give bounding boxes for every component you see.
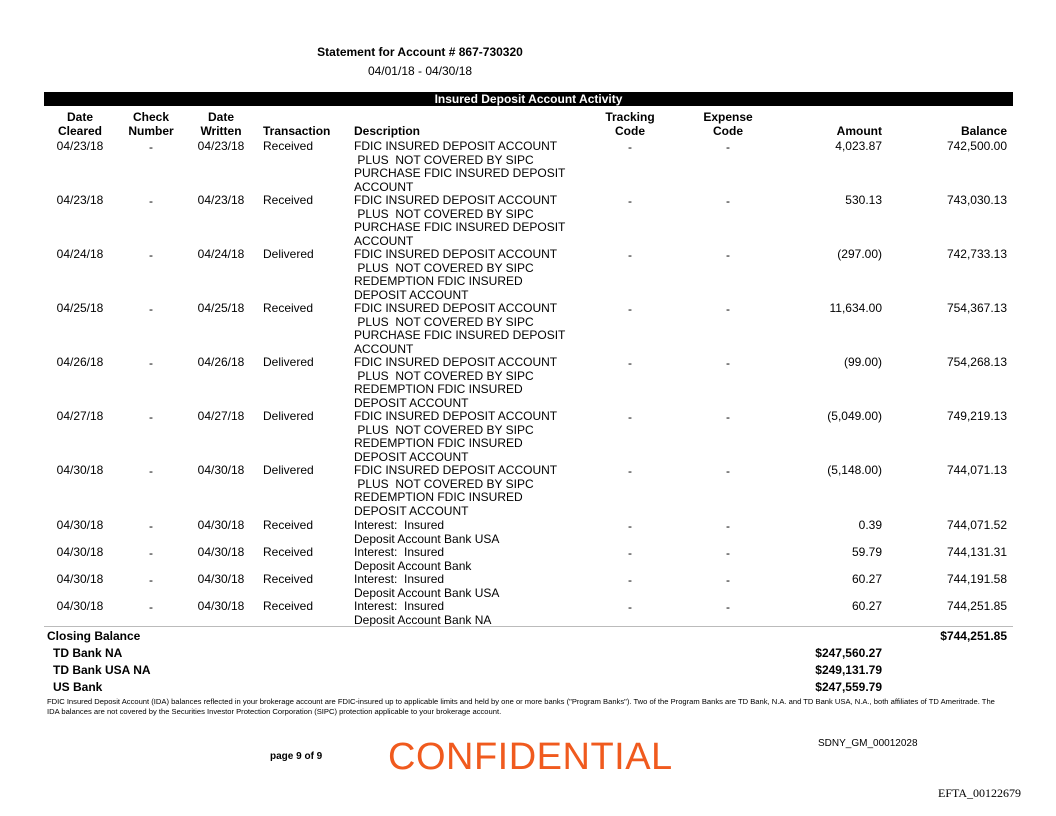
cell-amount: (5,148.00) <box>827 463 882 477</box>
cell-expense-code: - <box>726 356 730 370</box>
section-title-bar: Insured Deposit Account Activity <box>44 92 1013 106</box>
cell-date-written: 04/23/18 <box>197 139 245 153</box>
cell-description <box>354 248 557 302</box>
cell-transaction: Received <box>263 572 314 586</box>
header-amount: Amount <box>836 124 882 138</box>
cell-expense-code: - <box>726 248 730 262</box>
efta-number: EFTA_00122679 <box>938 786 1022 800</box>
cell-check-number: - <box>149 573 153 587</box>
cell-transaction: Delivered <box>263 355 314 369</box>
cell-tracking-code: - <box>628 410 632 424</box>
description-line: FDIC INSURED DEPOSIT ACCOUNT <box>354 247 558 261</box>
cell-expense-code: - <box>726 410 730 424</box>
cell-balance: 744,071.52 <box>946 518 1007 532</box>
cell-description <box>354 356 557 410</box>
statement-period: 04/01/18 - 04/30/18 <box>367 64 473 78</box>
description-line: Interest: Insured <box>354 599 445 613</box>
cell-date-written: 04/24/18 <box>197 247 245 261</box>
description-line: DEPOSIT ACCOUNT <box>354 503 469 518</box>
cell-amount: 530.13 <box>845 193 882 207</box>
cell-amount: (99.00) <box>843 355 882 369</box>
header-transaction: Transaction <box>263 124 331 138</box>
description-line: Interest: Insured <box>354 518 445 532</box>
description-line: REDEMPTION FDIC INSURED <box>354 382 523 396</box>
cell-amount: 60.27 <box>851 599 882 613</box>
cell-check-number: - <box>149 546 153 560</box>
cell-date-written: 04/30/18 <box>197 518 245 532</box>
cell-balance: 744,071.13 <box>946 463 1007 477</box>
cell-balance: 743,030.13 <box>946 193 1007 207</box>
cell-date-written: 04/30/18 <box>197 572 245 586</box>
closing-balance-value: $744,251.85 <box>940 629 1007 643</box>
description-line: PLUS NOT COVERED BY SIPC <box>354 206 534 221</box>
cell-transaction: Delivered <box>263 409 314 423</box>
cell-expense-code: - <box>726 519 730 533</box>
cell-check-number: - <box>149 356 153 370</box>
description-line: Deposit Account Bank USA <box>354 531 500 546</box>
description-line: FDIC INSURED DEPOSIT ACCOUNT <box>354 355 558 369</box>
cell-check-number: - <box>149 410 153 424</box>
cell-date-cleared: 04/30/18 <box>56 518 104 532</box>
cell-balance: 744,191.58 <box>946 572 1007 586</box>
description-line: FDIC INSURED DEPOSIT ACCOUNT <box>354 193 558 207</box>
cell-tracking-code: - <box>628 600 632 614</box>
cell-balance: 744,251.85 <box>946 599 1007 613</box>
cell-amount: 59.79 <box>851 545 882 559</box>
cell-date-written: 04/30/18 <box>197 545 245 559</box>
cell-transaction: Delivered <box>263 463 314 477</box>
description-line: PURCHASE FDIC INSURED DEPOSIT <box>354 166 566 180</box>
cell-description <box>354 464 557 518</box>
cell-description <box>354 194 565 248</box>
cell-expense-code: - <box>726 600 730 614</box>
cell-amount: (5,049.00) <box>827 409 882 423</box>
description-line: FDIC INSURED DEPOSIT ACCOUNT <box>354 463 558 477</box>
page-number: page 9 of 9 <box>270 751 323 762</box>
description-line: Interest: Insured <box>354 545 445 559</box>
header-date-written: Date Written <box>200 110 242 138</box>
cell-balance: 754,367.13 <box>946 301 1007 315</box>
header-tracking-code: Tracking Code <box>605 110 655 138</box>
description-line: Deposit Account Bank USA <box>354 585 500 600</box>
cell-date-cleared: 04/23/18 <box>56 139 104 153</box>
cell-date-written: 04/30/18 <box>197 463 245 477</box>
cell-description <box>354 140 565 194</box>
cell-check-number: - <box>149 248 153 262</box>
cell-description <box>354 519 499 546</box>
cell-date-cleared: 04/30/18 <box>56 572 104 586</box>
bank-amount-td-bank-na: $247,560.27 <box>815 646 882 660</box>
cell-amount: 11,634.00 <box>829 301 882 315</box>
cell-balance: 744,131.31 <box>946 545 1007 559</box>
cell-check-number: - <box>149 464 153 478</box>
closing-separator <box>44 626 1013 627</box>
cell-check-number: - <box>149 194 153 208</box>
cell-balance: 754,268.13 <box>946 355 1007 369</box>
cell-transaction: Received <box>263 193 314 207</box>
cell-tracking-code: - <box>628 519 632 533</box>
bates-number: SDNY_GM_00012028 <box>818 738 918 749</box>
header-date-cleared: Date Cleared <box>57 110 103 138</box>
bank-name-us-bank: US Bank <box>53 680 103 694</box>
cell-date-cleared: 04/23/18 <box>56 193 104 207</box>
cell-balance: 742,500.00 <box>946 139 1007 153</box>
cell-tracking-code: - <box>628 140 632 154</box>
bank-name-td-bank-usa-na: TD Bank USA NA <box>53 663 151 677</box>
description-line: REDEMPTION FDIC INSURED <box>354 490 523 504</box>
cell-transaction: Received <box>263 599 314 613</box>
header-expense-code: Expense Code <box>703 110 753 138</box>
confidential-stamp: CONFIDENTIAL <box>388 736 673 778</box>
cell-transaction: Received <box>263 139 314 153</box>
cell-description <box>354 546 471 573</box>
closing-balance-label: Closing Balance <box>47 629 141 643</box>
description-line: PLUS NOT COVERED BY SIPC <box>354 152 534 167</box>
description-line: ACCOUNT <box>354 233 414 248</box>
cell-balance: 749,219.13 <box>946 409 1007 423</box>
cell-transaction: Delivered <box>263 247 314 261</box>
description-line: PLUS NOT COVERED BY SIPC <box>354 260 534 275</box>
description-line: Deposit Account Bank NA <box>354 612 492 627</box>
cell-description <box>354 302 565 356</box>
cell-expense-code: - <box>726 546 730 560</box>
description-line: ACCOUNT <box>354 341 414 356</box>
cell-check-number: - <box>149 140 153 154</box>
description-line: PURCHASE FDIC INSURED DEPOSIT <box>354 328 566 342</box>
description-line: DEPOSIT ACCOUNT <box>354 395 469 410</box>
cell-expense-code: - <box>726 194 730 208</box>
description-line: DEPOSIT ACCOUNT <box>354 449 469 464</box>
description-line: Interest: Insured <box>354 572 445 586</box>
cell-date-written: 04/27/18 <box>197 409 245 423</box>
description-line: PURCHASE FDIC INSURED DEPOSIT <box>354 220 566 234</box>
bank-amount-us-bank: $247,559.79 <box>815 680 882 694</box>
cell-tracking-code: - <box>628 546 632 560</box>
description-line: PLUS NOT COVERED BY SIPC <box>354 476 534 491</box>
cell-date-written: 04/26/18 <box>197 355 245 369</box>
cell-expense-code: - <box>726 573 730 587</box>
description-line: FDIC INSURED DEPOSIT ACCOUNT <box>354 139 558 153</box>
bank-amount-td-bank-usa-na: $249,131.79 <box>815 663 882 677</box>
cell-amount: 4,023.87 <box>835 139 882 153</box>
cell-check-number: - <box>149 519 153 533</box>
description-line: PLUS NOT COVERED BY SIPC <box>354 368 534 383</box>
description-line: DEPOSIT ACCOUNT <box>354 287 469 302</box>
cell-tracking-code: - <box>628 573 632 587</box>
cell-tracking-code: - <box>628 248 632 262</box>
cell-date-cleared: 04/27/18 <box>56 409 104 423</box>
cell-date-written: 04/30/18 <box>197 599 245 613</box>
statement-title: Statement for Account # 867-730320 <box>317 45 523 59</box>
cell-tracking-code: - <box>628 302 632 316</box>
cell-check-number: - <box>149 302 153 316</box>
cell-date-cleared: 04/25/18 <box>56 301 104 315</box>
cell-date-cleared: 04/30/18 <box>56 599 104 613</box>
cell-expense-code: - <box>726 302 730 316</box>
cell-balance: 742,733.13 <box>946 247 1007 261</box>
cell-description <box>354 600 491 627</box>
cell-amount: (297.00) <box>837 247 882 261</box>
cell-date-written: 04/23/18 <box>197 193 245 207</box>
cell-transaction: Received <box>263 518 314 532</box>
ida-footnote: FDIC Insured Deposit Account (IDA) balances reflected in your brokerage account are FDIC-insured up to applicable limits and held by one or more banks ("Program Banks"). Two of the Program Banks are TD Bank, N.A. and TD Bank USA, N.A., both affiliates of TD Ameritrade. The IDA balances are not covered by the Securities Investor Protection Corporation (SIPC) protection applicable to your brokerage account. <box>47 697 995 716</box>
header-check-number: Check Number <box>128 110 174 138</box>
header-balance: Balance <box>960 124 1007 138</box>
description-line: FDIC INSURED DEPOSIT ACCOUNT <box>354 409 558 423</box>
cell-date-cleared: 04/30/18 <box>56 463 104 477</box>
description-line: REDEMPTION FDIC INSURED <box>354 274 523 288</box>
description-line: FDIC INSURED DEPOSIT ACCOUNT <box>354 301 558 315</box>
description-line: PLUS NOT COVERED BY SIPC <box>354 422 534 437</box>
cell-date-written: 04/25/18 <box>197 301 245 315</box>
cell-transaction: Received <box>263 545 314 559</box>
bank-name-td-bank-na: TD Bank NA <box>53 646 123 660</box>
cell-amount: 0.39 <box>858 518 882 532</box>
cell-description <box>354 410 557 464</box>
cell-check-number: - <box>149 600 153 614</box>
cell-transaction: Received <box>263 301 314 315</box>
cell-tracking-code: - <box>628 356 632 370</box>
cell-tracking-code: - <box>628 194 632 208</box>
cell-description <box>354 573 499 600</box>
description-line: PLUS NOT COVERED BY SIPC <box>354 314 534 329</box>
description-line: Deposit Account Bank <box>354 558 472 573</box>
header-description: Description <box>354 124 421 138</box>
cell-expense-code: - <box>726 140 730 154</box>
cell-date-cleared: 04/24/18 <box>56 247 104 261</box>
description-line: REDEMPTION FDIC INSURED <box>354 436 523 450</box>
cell-date-cleared: 04/26/18 <box>56 355 104 369</box>
description-line: ACCOUNT <box>354 179 414 194</box>
cell-expense-code: - <box>726 464 730 478</box>
cell-amount: 60.27 <box>851 572 882 586</box>
cell-date-cleared: 04/30/18 <box>56 545 104 559</box>
cell-tracking-code: - <box>628 464 632 478</box>
